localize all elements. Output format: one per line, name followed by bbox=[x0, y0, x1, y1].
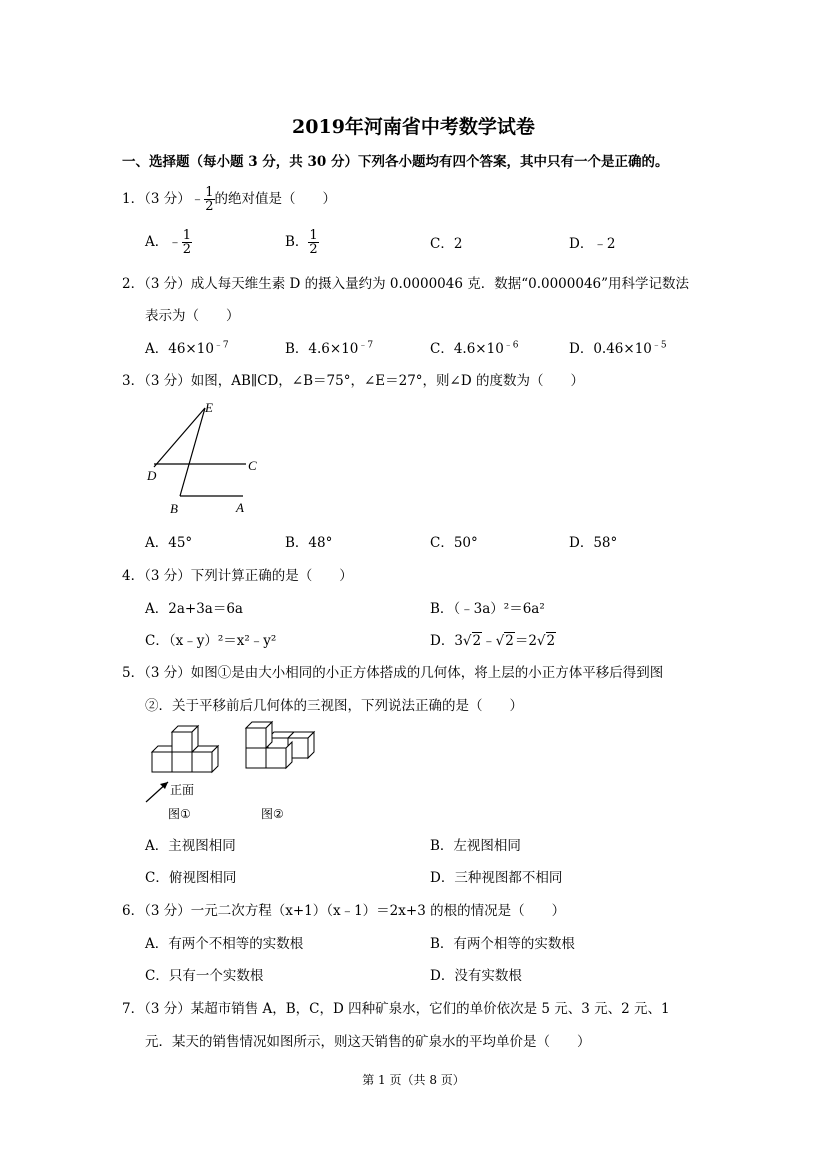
q1-a-num: 1 bbox=[182, 228, 192, 243]
q4-d-radical-1: √2 bbox=[462, 633, 482, 649]
q4-d-radicand-1: 2 bbox=[472, 633, 482, 649]
question-4-stem: 4．（3 分）下列计算正确的是（ ） bbox=[122, 568, 353, 584]
q4-d-radical-2: √2 bbox=[495, 633, 514, 649]
q4-d-radicand-2: 2 bbox=[505, 633, 514, 649]
q3-label-e: E bbox=[205, 400, 213, 415]
q2-option-c bbox=[430, 337, 519, 357]
q3-line-eb bbox=[180, 408, 205, 496]
q5-option-c: C．俯视图相同 bbox=[145, 870, 237, 886]
q2-option-d bbox=[569, 337, 667, 357]
q1-frac-den: 2 bbox=[205, 199, 214, 214]
question-3-stem: 3．（3 分）如图，AB∥CD，∠B＝75°，∠E＝27°，则∠D 的度数为（ ） bbox=[122, 373, 584, 389]
q3-label-a: A bbox=[236, 500, 244, 515]
q3-option-a: A．45° bbox=[145, 535, 193, 551]
q1-option-b bbox=[285, 229, 319, 256]
q3-label-c: C bbox=[248, 458, 257, 473]
page-footer: 第 1 页（共 8 页） bbox=[362, 1073, 465, 1087]
q2-a-exp: ﹣7 bbox=[213, 340, 229, 351]
question-5-line-1: 5．（3 分）如图①是由大小相同的小正方体搭成的几何体，将上层的小正方体平移后得到图 bbox=[122, 665, 664, 681]
q3-option-c: C．50° bbox=[430, 535, 478, 551]
q6-option-c: C．只有一个实数根 bbox=[145, 968, 264, 984]
q3-line-de bbox=[154, 408, 205, 467]
q1-fraction bbox=[204, 186, 214, 213]
q2-d-base: D．0.46×10 bbox=[569, 341, 652, 357]
q5-option-a: A．主视图相同 bbox=[145, 838, 236, 854]
q3-label-b: B bbox=[170, 501, 178, 516]
q1-b-num: 1 bbox=[309, 228, 318, 243]
q1-minus: ﹣ bbox=[190, 191, 205, 207]
q4-d-radicand-3: 2 bbox=[546, 633, 556, 649]
q5-option-b: B．左视图相同 bbox=[430, 838, 521, 854]
q1-b-label: B． bbox=[285, 234, 309, 250]
question-6-stem: 6．（3 分）一元二次方程（x+1）（x﹣1）＝2x+3 的根的情况是（ ） bbox=[122, 903, 566, 919]
question-1-stem bbox=[122, 186, 336, 213]
q1-suffix: 的绝对值是（ ） bbox=[214, 191, 337, 207]
q2-a-base: A．46×10 bbox=[145, 341, 214, 357]
question-7-line-1: 7．（3 分）某超市销售 A，B，C，D 四种矿泉水，它们的单价依次是 5 元、3 元、2 元、1 bbox=[122, 1001, 670, 1017]
q5-figure-2-cubes bbox=[246, 722, 314, 768]
q1-a-minus: ﹣ bbox=[168, 234, 182, 250]
q2-d-exp: ﹣5 bbox=[651, 340, 667, 351]
q1-b-fraction bbox=[308, 229, 318, 256]
q4-d-radical-3: √2 bbox=[536, 633, 556, 649]
q2-b-base: B．4.6×10 bbox=[285, 341, 359, 357]
q5-front-label: 正面 bbox=[170, 783, 195, 797]
q1-b-den: 2 bbox=[309, 242, 318, 257]
q3-option-b: B．48° bbox=[285, 535, 333, 551]
question-5-line-2: ②．关于平移前后几何体的三视图，下列说法正确的是（ ） bbox=[145, 698, 523, 714]
q6-option-d: D．没有实数根 bbox=[430, 968, 522, 984]
q4-d-equals: ＝2 bbox=[514, 633, 537, 649]
q1-a-label: A． bbox=[145, 234, 169, 250]
q1-option-c: C．2 bbox=[430, 236, 463, 252]
q4-option-a: A．2a+3a＝6a bbox=[145, 601, 243, 617]
q6-option-a: A．有两个不相等的实数根 bbox=[145, 936, 304, 952]
q5-figure-1-cubes bbox=[152, 726, 218, 772]
q4-option-d bbox=[430, 629, 556, 649]
section-heading: 一、选择题（每小题 3 分，共 30 分）下列各小题均有四个答案，其中只有一个是正确的。 bbox=[122, 154, 669, 170]
q1-a-den: 2 bbox=[182, 242, 192, 257]
q2-b-exp: ﹣7 bbox=[358, 340, 374, 351]
page-title: 2019年河南省中考数学试卷 bbox=[292, 116, 535, 138]
q3-option-d: D．58° bbox=[569, 535, 618, 551]
q1-a-fraction bbox=[182, 229, 192, 256]
q1-option-d: D．﹣2 bbox=[569, 236, 616, 252]
q3-label-d: D bbox=[147, 468, 157, 483]
q1-option-a bbox=[145, 229, 192, 256]
question-2-line-1: 2．（3 分）成人每天维生素 D 的摄入量约为 0.0000046 克．数据“0.0000046”用科学记数法 bbox=[122, 276, 690, 292]
q4-option-c: C．（x﹣y）²＝x²﹣y² bbox=[145, 633, 277, 649]
q3-figure bbox=[140, 396, 280, 521]
q5-figure-1-label: 图① bbox=[168, 807, 191, 821]
question-2-line-2: 表示为（ ） bbox=[145, 308, 240, 324]
q2-c-exp: ﹣6 bbox=[503, 340, 519, 351]
q1-frac-num: 1 bbox=[205, 185, 214, 200]
q6-option-b: B．有两个相等的实数根 bbox=[430, 936, 575, 952]
q4-d-prefix: D．3 bbox=[430, 633, 463, 649]
q2-option-a bbox=[145, 337, 229, 357]
q4-d-minus: ﹣ bbox=[482, 633, 496, 649]
q5-figure-2-label: 图② bbox=[261, 807, 284, 821]
q4-option-b: B．（﹣3a）²＝6a² bbox=[430, 601, 545, 617]
q5-option-d: D．三种视图都不相同 bbox=[430, 870, 563, 886]
question-7-line-2: 元．某天的销售情况如图所示，则这天销售的矿泉水的平均单价是（ ） bbox=[145, 1034, 591, 1050]
q1-prefix: 1．（3 分） bbox=[122, 191, 191, 207]
q2-c-base: C．4.6×10 bbox=[430, 341, 504, 357]
q2-option-b bbox=[285, 337, 373, 357]
